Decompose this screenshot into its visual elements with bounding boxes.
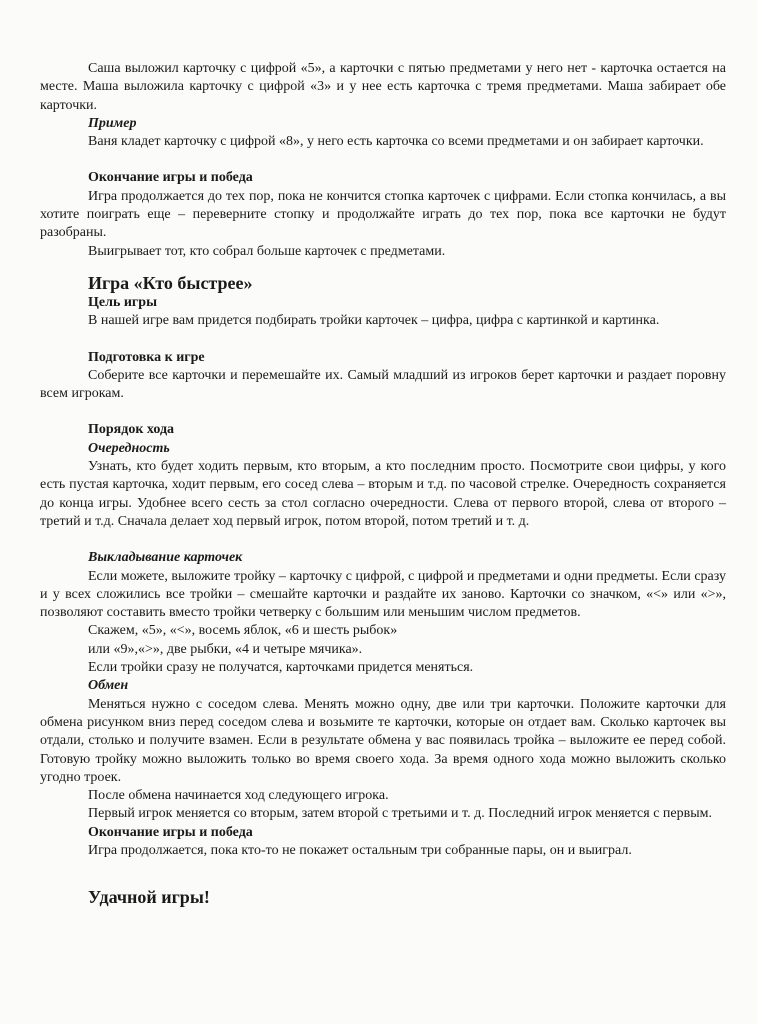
paragraph-exchange: Меняться нужно с соседом слева. Менять можно одну, две или три карточки. Положите карточки для обмена рисунком вниз перед соседом слева и возьмите те карточки, которые он отдает вам. Сколько карточек вы отдали, столько и получите взамен. Если в результате обмена у вас появилась тройка – выложите ее перед собой. Готовую тройку можно выложить только во время своего хода. За время одного хода можно выложить сколько угодно троек. [40,696,726,785]
paragraph-no-triples: Если тройки сразу не получатся, карточками придется меняться. [88,660,474,676]
heading-end-of-game-2: Окончание игры и победа [88,824,253,840]
example-line-1: Скажем, «5», «<», восемь яблок, «6 и шесть рыбок» [88,623,398,639]
paragraph-goal: В нашей игре вам придется подбирать тройки карточек – цифра, цифра с картинкой и картинка. [88,313,660,329]
heading-end-of-game-1: Окончание игры и победа [88,170,253,186]
heading-example: Пример [88,115,137,131]
heading-good-luck: Удачной игры! [88,887,210,908]
paragraph-laying-cards: Если можете, выложите тройку – карточку с цифрой, с цифрой и предметами и одни предметы. Если сразу и у всех сложились все тройки – смешайте карточки и раздайте их заново. Карточки со значком, «<» или «>», позволяют составить вместо тройки четверку с большим или меньшим числом предметов. [40,568,726,621]
heading-laying-cards: Выкладывание карточек [88,550,243,566]
paragraph-after-exchange: После обмена начинается ход следующего игрока. [88,788,389,804]
example-line-2: или «9»,«>», две рыбки, «4 и четыре мячика». [88,641,363,657]
heading-game-who-faster: Игра «Кто быстрее» [88,272,253,293]
paragraph-preparation: Соберите все карточки и перемешайте их. Самый младший из игроков берет карточки и раздает поровну всем игрокам. [40,367,726,402]
paragraph-sasha-masha: Саша выложил карточку с цифрой «5», а карточки с пятью предметами у него нет - карточка остается на месте. Маша выложила карточку с цифрой «3» и у нее есть карточка с тремя предметами. Маша забирает обе карточки. [40,61,726,113]
heading-preparation: Подготовка к игре [88,349,205,365]
heading-exchange: Обмен [88,678,129,694]
paragraph-exchange-order: Первый игрок меняется со вторым, затем второй с третьими и т. д. Последний игрок меняется с первым. [88,806,712,822]
paragraph-game-continues: Игра продолжается до тех пор, пока не кончится стопка карточек с цифрами. Если стопка кончилась, а вы хотите поиграть еще – переверните стопку и продолжайте играть до тех пор, пока все карточки не будут разобраны. [40,188,726,241]
document-page [40,60,726,908]
paragraph-vanya: Ваня кладет карточку с цифрой «8», у него есть карточка со всеми предметами и он забирает карточки. [88,134,704,150]
paragraph-winner: Выигрывает тот, кто собрал больше карточек с предметами. [88,243,446,259]
heading-queue: Очередность [88,440,170,456]
heading-goal: Цель игры [88,294,158,310]
paragraph-queue: Узнать, кто будет ходить первым, кто вторым, а кто последним просто. Посмотрите свои цифры, у кого есть пустая карточка, ходит первым, его сосед слева – вторым и т.д. по часовой стрелке. Очередность сохраняется до конца игры. Удобнее всего сесть за стол согласно очередности. Слева от первого второй, слева от второго – третий и т.д. Сначала делает ход первый игрок, потом второй, потом третий и т. д. [40,459,726,529]
heading-turn-order: Порядок хода [88,422,175,438]
paragraph-final: Игра продолжается, пока кто-то не покажет остальным три собранные пары, он и выиграл. [88,842,632,858]
